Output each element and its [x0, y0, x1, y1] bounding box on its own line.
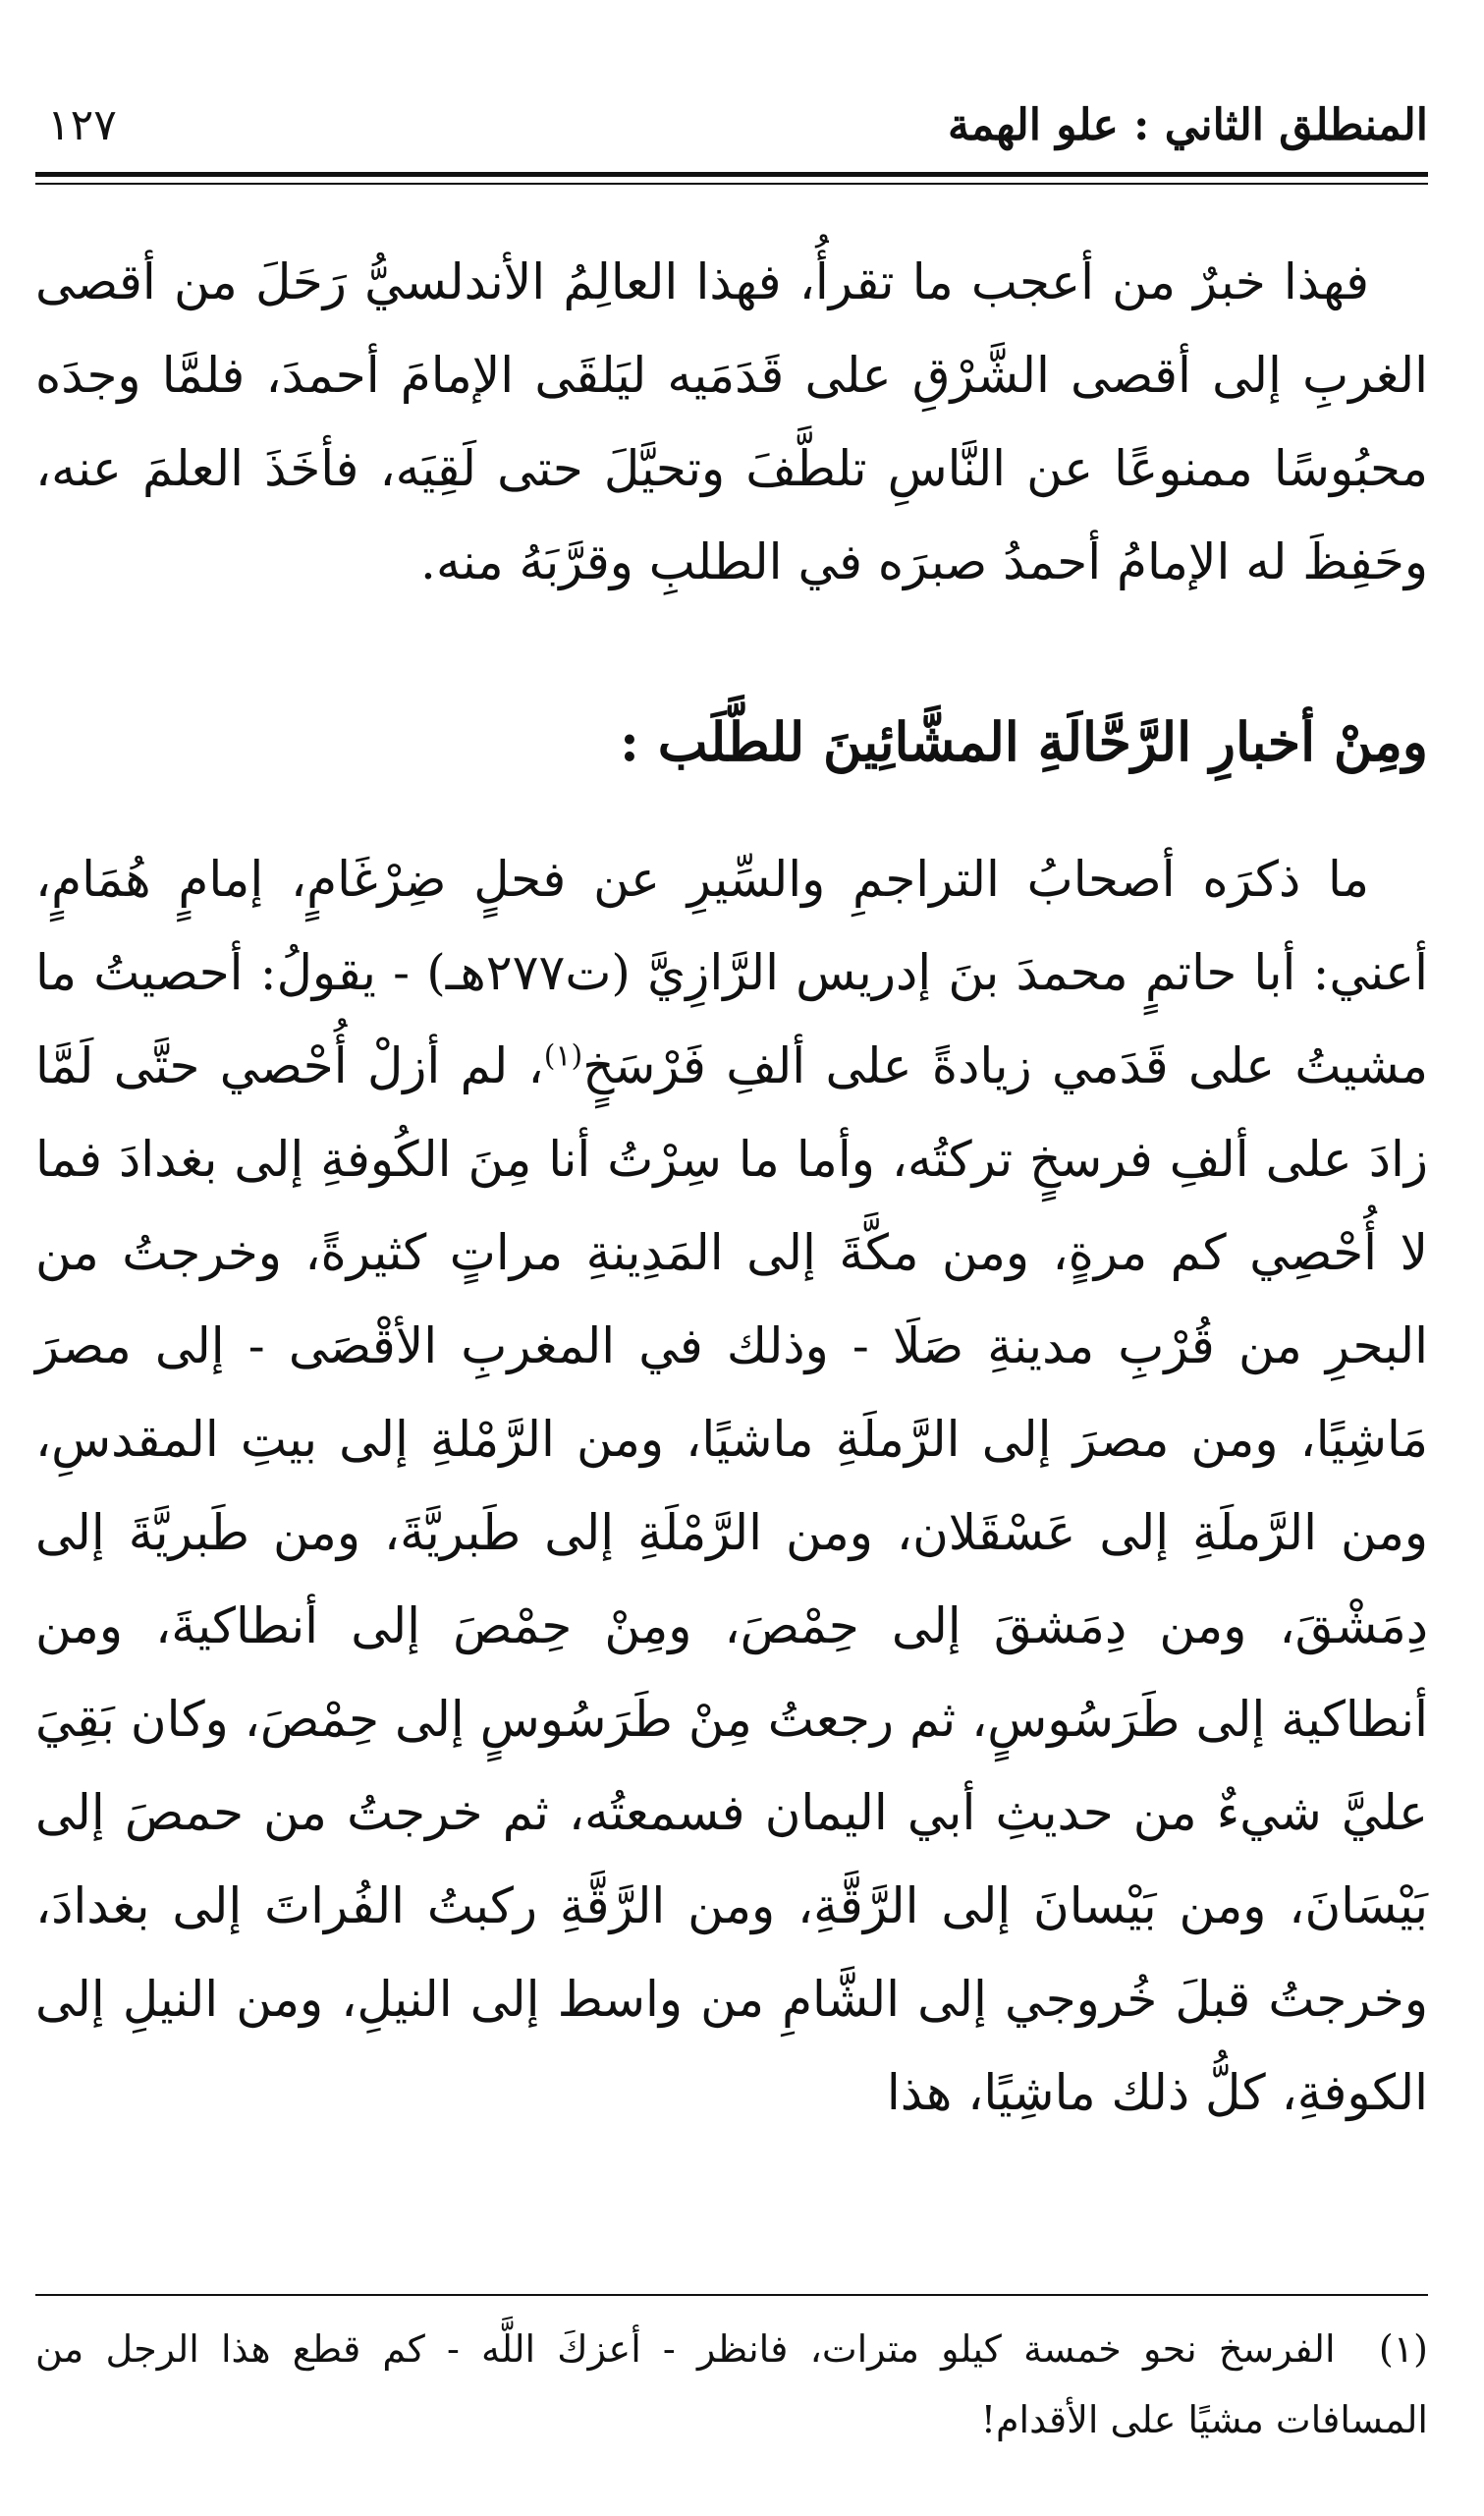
- book-page: [35, 0, 1428, 2516]
- paragraph-text-before-ref: ما ذكرَه أصحابُ التراجمِ والسِّيرِ عن فحلٍ ضِرْغَامٍ، إمامٍ هُمَامٍ، أعني: أبا حاتمٍ محمدَ بنَ إدريس الرَّازِيَّ (ت٢٧٧هـ) - يقولُ: أحصيتُ ما مشيتُ على قَدَمي زيادةً على ألفِ فَرْسَخٍ: [35, 851, 1428, 1094]
- chapter-title: المنطلق الثاني : علو الهمة: [948, 100, 1428, 150]
- footnote-reference[interactable]: (١): [543, 1038, 583, 1074]
- page-number: ١٢٧: [47, 100, 117, 150]
- header-rule-thin: [35, 183, 1428, 185]
- footnote-separator: [35, 2294, 1428, 2296]
- footnote: [35, 2314, 1428, 2455]
- section-heading: ومِنْ أخبارِ الرَّحَّالَةِ المشَّائِينَ للطَّلَب :: [620, 710, 1428, 773]
- footnote-text: الفرسخ نحو خمسة كيلو مترات، فانظر - أعزكَ اللَّه - كم قطع هذا الرجل من المسافات مشيًا على الأقدام!: [35, 2327, 1428, 2441]
- paragraph-text-after-ref: ، لم أزلْ أُحْصي حتَّى لَمَّا زادَ على ألفِ فرسخٍ تركتُه، وأما ما سِرْتُ أنا مِنَ الكُوفةِ إلى بغدادَ فما لا أُحْصِي كم مرةٍ، ومن مكَّةَ إلى المَدِينةِ مراتٍ كثيرةً، وخرجتُ من البحرِ من قُرْبِ مدينةِ صَلَا - وذلك في المغربِ الأقْصَى - إلى مصرَ مَاشِيًا، ومن مصرَ إلى الرَّملَةِ ماشيًا، ومن الرَّمْلةِ إلى بيتِ المقدسِ، ومن الرَّملَةِ إلى عَسْقَلان، ومن الرَّمْلَةِ إلى طَبريَّةَ، ومن طَبريَّةَ إلى دِمَشْقَ، ومن دِمَشقَ إلى حِمْصَ، ومِنْ حِمْصَ إلى أنطاكيةَ، ومن أنطاكية إلى طَرَسُوسٍ، ثم رجعتُ مِنْ طَرَسُوسٍ إلى حِمْصَ، وكان بَقِيَ عليَّ شيءٌ من حديثِ أبي اليمان فسمعتُه، ثم خرجتُ من حمصَ إلى بَيْسَانَ، ومن بَيْسانَ إلى الرَّقَّةِ، ومن الرَّقَّةِ ركبتُ الفُراتَ إلى بغدادَ، وخرجتُ قبلَ خُروجي إلى الشَّامِ من واسط إلى النيلِ، ومن النيلِ إلى الكوفةِ، كلُّ ذلك ماشِيًا، هذا: [35, 1037, 1428, 2121]
- running-header: [35, 90, 1428, 161]
- footnote-marker: (١): [1378, 2327, 1428, 2371]
- paragraph-abu-hatim: [35, 833, 1428, 2140]
- header-rule-thick: [35, 172, 1428, 177]
- paragraph-andalusian-scholar: فهذا خبرٌ من أعجب ما تقرأُ، فهذا العالِمُ الأندلسيُّ رَحَلَ من أقصى الغربِ إلى أقصى الشَّرْقِ على قَدَمَيه ليَلقَى الإمامَ أحمدَ، فلمَّا وجدَه محبُوسًا ممنوعًا عن النَّاسِ تلطَّفَ وتحيَّلَ حتى لَقِيَه، فأخَذَ العلمَ عنه، وحَفِظَ له الإمامُ أحمدُ صبرَه في الطلبِ وقرَّبَهُ منه.: [35, 253, 1428, 590]
